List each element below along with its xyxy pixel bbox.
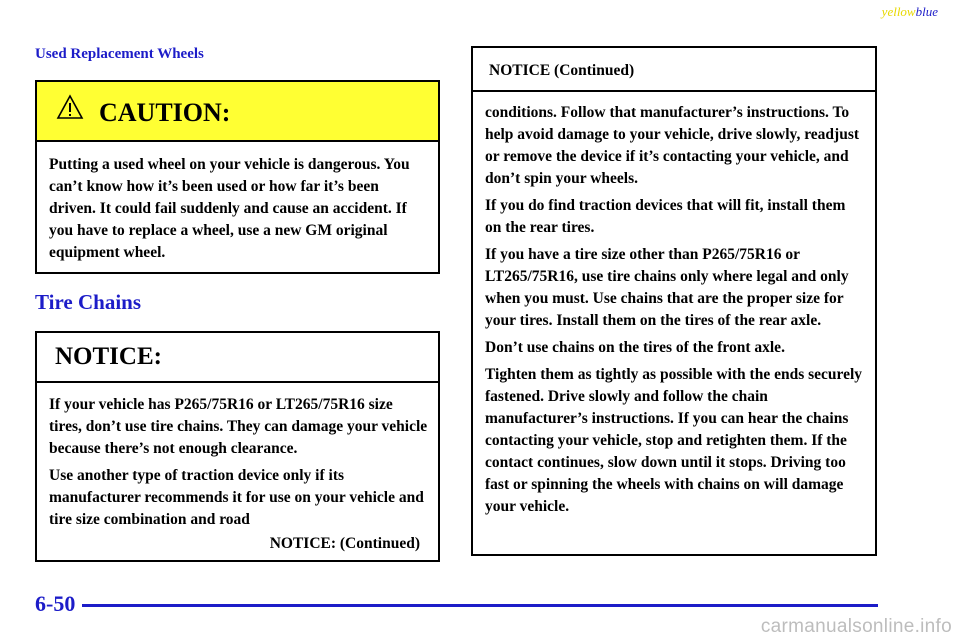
notice-continued-body bbox=[473, 92, 875, 518]
notice-continued-paragraph: If you do find traction devices that will fit, install them on the rear tires. bbox=[485, 197, 846, 236]
notice-continued-paragraph: If you have a tire size other than P265/75R16 or LT265/75R16, use tire chains only where legal and only when you must. Use chains that are the proper size for your tires. Install them on the tires of the rear axle. bbox=[485, 246, 849, 329]
caution-text: Putting a used wheel on your vehicle is dangerous. You can’t know how it’s been used or how far it’s been driven. It could fail suddenly and cause an accident. If you have to replace a wheel, use a new GM original equipment wheel. bbox=[49, 156, 410, 261]
page-number: 6-50 bbox=[35, 591, 76, 616]
warning-triangle-icon bbox=[56, 94, 84, 120]
color-mark: yellowblue bbox=[881, 4, 938, 19]
watermark: carmanualsonline.info bbox=[760, 616, 952, 637]
notice-continued-box bbox=[471, 46, 877, 556]
notice-continued-title: NOTICE (Continued) bbox=[489, 62, 635, 79]
caution-box bbox=[35, 80, 440, 274]
notice-header bbox=[37, 333, 438, 383]
caution-header bbox=[37, 82, 438, 142]
footer-rule bbox=[82, 604, 878, 607]
caution-title: CAUTION: bbox=[99, 98, 231, 127]
notice-continued-paragraph: Tighten them as tightly as possible with the ends securely fastened. Drive slowly and follow the chain manufacturer’s instructions. If you can hear the chains contacting your vehicle, stop and retighten them. If the contact continues, slow down until it stops. Driving too fast or spinning the wheels with chains on will damage your vehicle. bbox=[485, 366, 863, 515]
notice-continued-paragraph: Don’t use chains on the tires of the front axle. bbox=[485, 339, 785, 356]
notice-continued-label: NOTICE: (Continued) bbox=[269, 535, 420, 552]
notice-continued-paragraph: conditions. Follow that manufacturer’s instructions. To help avoid damage to your vehicle, drive slowly, readjust or remove the device if it’s contacting your vehicle, and don’t spin your wheels. bbox=[485, 104, 860, 187]
notice-body bbox=[37, 383, 438, 555]
section-title-tire-chains: Tire Chains bbox=[35, 290, 142, 314]
notice-paragraph: Use another type of traction device only if its manufacturer recommends it for use on your vehicle and tire size combination and road bbox=[49, 467, 424, 528]
notice-paragraph: If your vehicle has P265/75R16 or LT265/75R16 size tires, don’t use tire chains. They can damage your vehicle because there’s not enough clearance. bbox=[49, 396, 428, 457]
subheading-used-wheels: Used Replacement Wheels bbox=[35, 46, 204, 62]
notice-continued-header bbox=[473, 48, 875, 92]
notice-box bbox=[35, 331, 440, 562]
notice-title: NOTICE: bbox=[55, 343, 162, 370]
